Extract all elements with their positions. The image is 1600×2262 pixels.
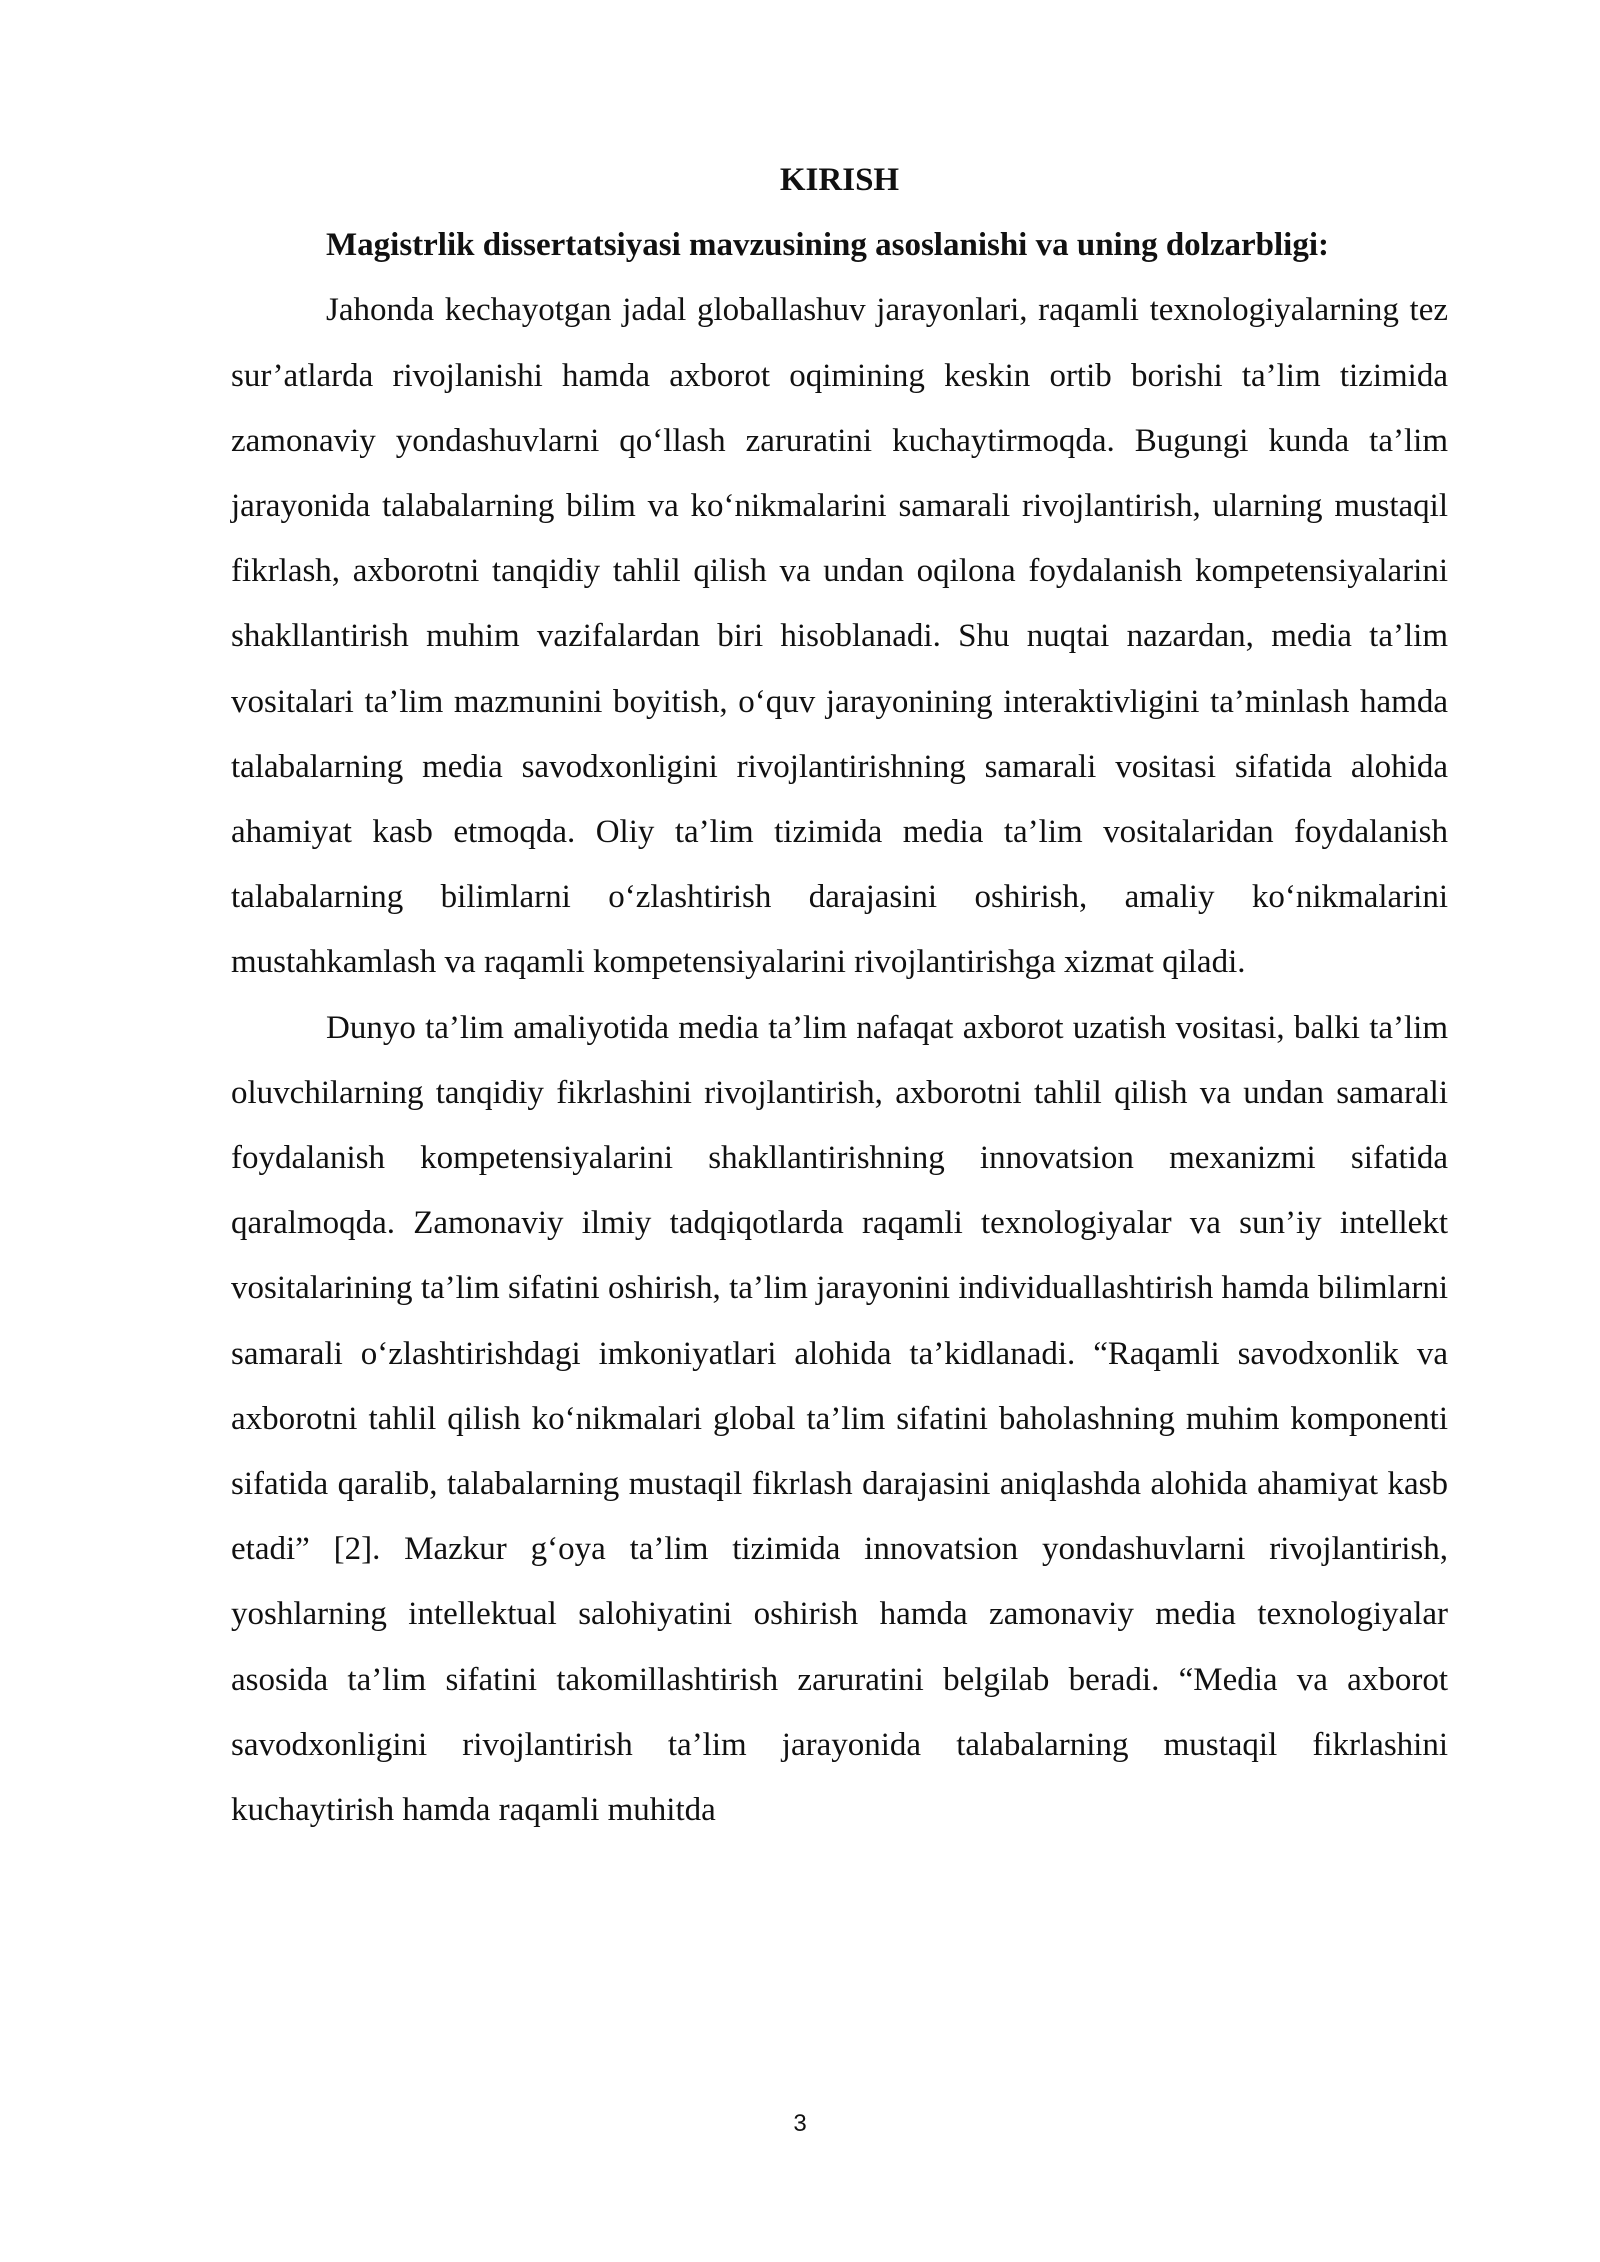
page-number: 3 — [793, 2110, 807, 2137]
document-body — [231, 148, 1448, 1843]
paragraph: Dunyo ta’lim amaliyotida media ta’lim nafaqat axborot uzatish vositasi, balki ta’lim oluvchilarning tanqidiy fikrlashini rivojlantirish, axborotni tahlil qilish va undan samarali foydalanish kompetensiyalarini shakllantirishning innovatsion mexanizmi sifatida qaralmoqda. Zamonaviy ilmiy tadqiqotlarda raqamli texnologiyalar va sun’iy intellekt vositalarining ta’lim sifatini oshirish, ta’lim jarayonini individuallashtirish hamda bilimlarni samarali o‘zlashtirishdagi imkoniyatlari alohida ta’kidlanadi. “Raqamli savodxonlik va axborotni tahlil qilish ko‘nikmalari global ta’lim sifatini baholashning muhim komponenti sifatida qaralib, talabalarning mustaqil fikrlash darajasini aniqlashda alohida ahamiyat kasb etadi” [2]. Mazkur g‘oya ta’lim tizimida innovatsion yondashuvlarni rivojlantirish, yoshlarning intellektual salohiyatini oshirish hamda zamonaviy media texnologiyalar asosida ta’lim sifatini takomillashtirish zaruratini belgilab beradi. “Media va axborot savodxonligini rivojlantirish ta’lim jarayonida talabalarning mustaqil fikrlashini kuchaytirish hamda raqamli muhitda — [231, 1009, 1448, 1829]
paragraph: Jahonda kechayotgan jadal globallashuv jarayonlari, raqamli texnologiyalarning tez sur’atlarda rivojlanishi hamda axborot oqimining keskin ortib borishi ta’lim tizimida zamonaviy yondashuvlarni qo‘llash zaruratini kuchaytirmoqda. Bugungi kunda ta’lim jarayonida talabalarning bilim va ko‘nikmalarini samarali rivojlantirish, ularning mustaqil fikrlash, axborotni tanqidiy tahlil qilish va undan oqilona foydalanish kompetensiyalarini shakllantirish muhim vazifalardan biri hisoblanadi. Shu nuqtai nazardan, media ta’lim vositalari ta’lim mazmunini boyitish, o‘quv jarayonining interaktivligini ta’minlash hamda talabalarning media savodxonligini rivojlantirishning samarali vositasi sifatida alohida ahamiyat kasb etmoqda. Oliy ta’lim tizimida media ta’lim vositalaridan foydalanish talabalarning bilimlarni o‘zlashtirish darajasini oshirish, amaliy ko‘nikmalarini mustahkamlash va raqamli kompetensiyalarini rivojlantirishga xizmat qiladi. — [231, 292, 1448, 981]
page-heading: KIRISH — [779, 162, 900, 198]
section-title: Magistrlik dissertatsiyasi mavzusining asoslanishi va uning dolzarbligi: — [326, 227, 1329, 264]
